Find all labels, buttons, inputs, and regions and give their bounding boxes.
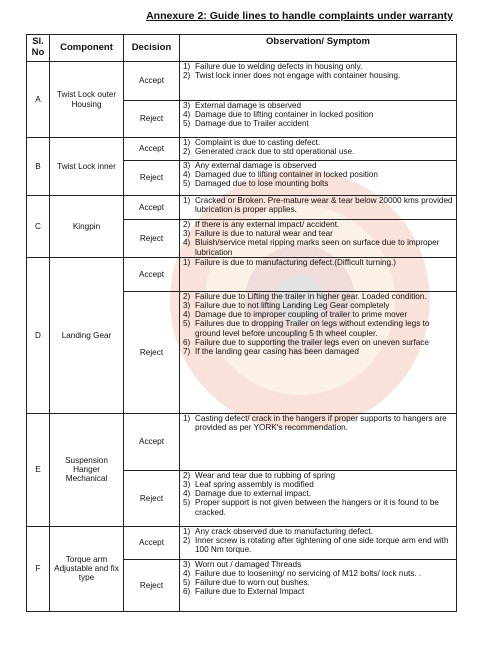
item-number: 5) [183, 498, 191, 508]
item-text: Failures due to dropping Trailer on legs without extending legs to ground level before uncoupling 5 th wheel coupler. [195, 319, 430, 338]
item-number: 2) [183, 291, 191, 301]
sl-no-cell: C [27, 196, 50, 258]
decision-cell: Reject [124, 559, 180, 611]
item-text: Any crack observed due to manufacturing defect. [195, 526, 373, 536]
item-text: Leaf spring assembly is modified [195, 479, 314, 489]
observation-item [183, 258, 454, 267]
item-text: Casting defect/ crack in the hangers if proper supports to hangers are provided as per YORK's recommendation. [195, 413, 447, 432]
observation-cell [180, 62, 457, 101]
item-text: Failure due to Lifting the trailer in higher gear. Loaded condition. [195, 291, 427, 301]
observation-list [183, 471, 454, 517]
table-row [27, 138, 457, 161]
item-text: Failure due to loosening/ no servicing of M12 bolts/ lock nuts. . [195, 568, 422, 578]
observation-list [183, 62, 454, 80]
item-text: Damaged due to lose mounting bolts [195, 179, 329, 189]
observation-item [183, 138, 454, 147]
table-row [27, 62, 457, 101]
item-number: 3) [183, 161, 191, 170]
observation-item [183, 471, 454, 480]
observation-list [183, 161, 454, 189]
observation-cell [180, 559, 457, 611]
sl-no-cell: D [27, 257, 50, 413]
observation-item [183, 347, 454, 356]
observation-cell [180, 470, 457, 526]
decision-cell: Reject [124, 161, 180, 196]
observation-item [183, 71, 454, 80]
observation-list [183, 527, 454, 555]
sl-no-cell: B [27, 138, 50, 196]
observation-list [183, 292, 454, 356]
observation-item [183, 569, 454, 578]
decision-cell: Reject [124, 101, 180, 138]
warranty-guidelines-table [26, 34, 457, 612]
table-row [27, 413, 457, 470]
observation-item [183, 527, 454, 536]
sl-no-cell: F [27, 526, 50, 611]
observation-list [183, 138, 454, 156]
item-number: 2) [183, 147, 191, 157]
observation-cell [180, 138, 457, 161]
item-number: 2) [183, 535, 191, 545]
item-number: 5) [183, 319, 191, 329]
observation-item [183, 196, 454, 214]
observation-item [183, 414, 454, 432]
observation-item [183, 179, 454, 188]
observation-item [183, 292, 454, 301]
decision-cell: Accept [124, 257, 180, 291]
observation-cell [180, 161, 457, 196]
item-number: 2) [183, 220, 191, 229]
component-cell: Twist Lock outer Housing [50, 62, 124, 138]
component-cell: Suspension Hanger Mechanical [50, 413, 124, 526]
item-text: If there is any external impact/ accident. [195, 220, 340, 229]
item-text: Inner screw is rotating after tightening of one side torque arm end with 100 Nm torque. [195, 535, 449, 555]
observation-item [183, 498, 454, 516]
observation-list [183, 220, 454, 257]
observation-item [183, 238, 454, 256]
item-text: Any external damage is observed [195, 161, 317, 170]
decision-cell: Accept [124, 62, 180, 101]
observation-item [183, 587, 454, 596]
item-text: Bluish/service metal ripping marks seen on surface due to improper lubrication [195, 238, 440, 257]
observation-item [183, 489, 454, 498]
observation-cell [180, 291, 457, 413]
item-text: Failure due to supporting the trailer legs even on uneven surface [195, 337, 429, 347]
observation-item [183, 101, 454, 110]
item-text: Proper support is not given between the hangers or it is found to be cracked. [195, 498, 439, 517]
item-text: Damage due to external impact. [195, 489, 312, 499]
observation-item [183, 119, 454, 128]
item-text: External damage is observed [195, 101, 302, 110]
item-text: If the landing gear casing has been damaged [195, 346, 359, 356]
observation-cell [180, 220, 457, 258]
item-text: Failure is due to manufacturing defect.(Difficult turning.) [195, 257, 396, 267]
item-number: 2) [183, 470, 191, 480]
component-cell: Kingpin [50, 196, 124, 258]
header-sl-no: Sl. No [27, 35, 50, 62]
observation-item [183, 170, 454, 179]
observation-item [183, 560, 454, 569]
item-number: 7) [183, 346, 191, 356]
table-body [27, 62, 457, 612]
item-number: 6) [183, 337, 191, 347]
observation-list [183, 414, 454, 432]
item-number: 4) [183, 238, 191, 248]
item-text: Failure due to not lifting Landing Leg Gear completely [195, 300, 390, 310]
observation-item [183, 110, 454, 119]
observation-item [183, 319, 454, 337]
decision-cell: Accept [124, 413, 180, 470]
item-text: Cracked or Broken. Pre-mature wear & tear below 20000 kms provided lubrication is proper applies. [195, 196, 453, 215]
decision-cell: Accept [124, 196, 180, 220]
component-cell: Landing Gear [50, 257, 124, 413]
decision-cell: Accept [124, 526, 180, 559]
observation-item [183, 536, 454, 554]
decision-cell: Reject [124, 470, 180, 526]
sl-no-cell: A [27, 62, 50, 138]
observation-list [183, 101, 454, 129]
item-number: 5) [183, 578, 191, 588]
table-row [27, 196, 457, 220]
observation-item [183, 62, 454, 71]
observation-item [183, 480, 454, 489]
item-number: 3) [183, 229, 191, 239]
item-text: Worn out / damaged Threads [195, 559, 302, 569]
item-number: 1) [183, 413, 191, 423]
item-number: 5) [183, 119, 191, 129]
item-text: Failure due to External Impact [195, 587, 305, 597]
item-number: 2) [183, 71, 191, 81]
item-number: 4) [183, 170, 191, 180]
observation-item [183, 220, 454, 229]
observation-list [183, 560, 454, 597]
item-number: 1) [183, 526, 191, 536]
observation-list [183, 196, 454, 214]
item-number: 1) [183, 62, 191, 71]
item-number: 4) [183, 110, 191, 120]
item-text: Failure is due to natural wear and tear [195, 229, 333, 239]
item-number: 4) [183, 568, 191, 578]
observation-cell [180, 101, 457, 138]
item-text: Complaint is due to casting defect. [195, 138, 321, 147]
item-number: 3) [183, 300, 191, 310]
item-number: 3) [183, 479, 191, 489]
observation-cell [180, 196, 457, 220]
item-number: 5) [183, 179, 191, 189]
observation-item [183, 161, 454, 170]
header-observation: Observation/ Symptom [180, 35, 457, 62]
item-number: 1) [183, 257, 191, 267]
decision-cell: Accept [124, 138, 180, 161]
item-number: 1) [183, 196, 191, 205]
item-number: 4) [183, 489, 191, 499]
item-text: Damage due to improper coupling of trailer to prime mover [195, 310, 408, 320]
item-text: Wear and tear due to rubbing of spring [195, 470, 336, 480]
observation-cell [180, 257, 457, 291]
item-text: Damaged due to lifting container in locked position [195, 170, 378, 180]
decision-cell: Reject [124, 291, 180, 413]
item-number: 1) [183, 138, 191, 147]
item-number: 6) [183, 587, 191, 597]
observation-list [183, 258, 454, 267]
decision-cell: Reject [124, 220, 180, 258]
component-cell: Torque arm Adjustable and fix type [50, 526, 124, 611]
item-text: Damage due to lifting container in locked position [195, 110, 374, 120]
table-row [27, 526, 457, 559]
item-text: Generated crack due to std operational use. [195, 147, 355, 157]
item-text: Failure due to welding defects in housing only. [195, 62, 363, 71]
observation-item [183, 578, 454, 587]
sl-no-cell: E [27, 413, 50, 526]
observation-cell [180, 413, 457, 470]
observation-item [183, 338, 454, 347]
item-text: Damage due to Trailer accident [195, 119, 309, 129]
item-number: 3) [183, 559, 191, 569]
header-decision: Decision [124, 35, 180, 62]
item-number: 4) [183, 310, 191, 320]
table-header-row [27, 35, 457, 62]
observation-item [183, 301, 454, 310]
observation-item [183, 229, 454, 238]
page-title: Annexure 2: Guide lines to handle complaints under warranty [146, 10, 453, 22]
observation-item [183, 147, 454, 156]
component-cell: Twist Lock inner [50, 138, 124, 196]
item-text: Twist lock inner does not engage with container housing. [195, 71, 401, 81]
item-text: Failure due to worn out bushes. [195, 578, 310, 588]
table-row [27, 257, 457, 291]
header-component: Component [50, 35, 124, 62]
observation-cell [180, 526, 457, 559]
observation-item [183, 310, 454, 319]
item-number: 3) [183, 101, 191, 110]
